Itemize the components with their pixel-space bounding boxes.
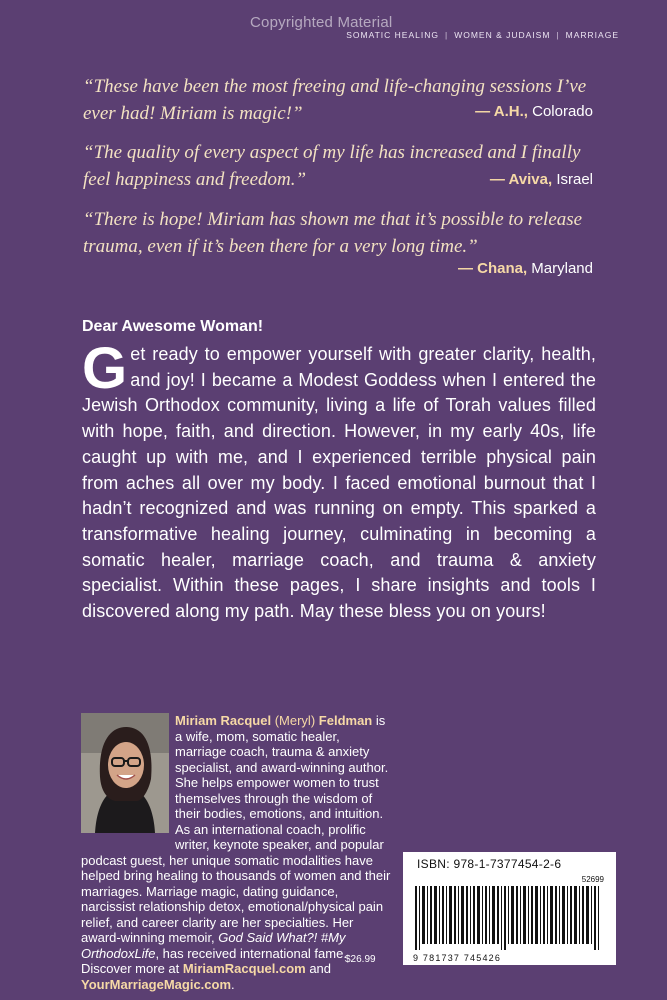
price-label: $26.99: [345, 954, 376, 965]
testimonial-quote: “There is hope! Miriam has shown me that it’s possible to release trauma, even if it’s been there for a very long time.”: [83, 209, 583, 257]
website-link-miriamracquel[interactable]: MiriamRacquel.com: [182, 961, 306, 976]
testimonial-attribution: [475, 103, 593, 120]
barcode-digits: 9 781737 745426: [413, 953, 502, 963]
bio-text-part1: is a wife, mom, somatic healer, marriage coach, trauma & anxiety specialist, and award-winning author. She helps empower women to trust themselves through the wisdom of their bodies, emotions, and intuition. As an international coach, prolific writer, keynote speaker, and popular podcast guest, her unique somatic modalities have helped bring healing to thousands of women and their marriages. Marriage magic, dating guidance, narcissist relationship detox, emotional/physical pain relief, and career clarity are her specialties. Her award-winning memoir,: [81, 713, 391, 945]
testimonial-location: Maryland: [531, 260, 593, 277]
testimonial-quote: “These have been the most freeing and life-changing sessions I’ve ever had! Miriam is magic!”: [83, 76, 587, 124]
testimonial-name: — Chana,: [457, 260, 528, 277]
topic-women-judaism: WOMEN & JUDAISM: [454, 30, 551, 40]
topic-bar: SOMATIC HEALING | WOMEN & JUDAISM | MARRIAGE: [346, 30, 619, 40]
letter-greeting: Dear Awesome Woman!: [82, 318, 264, 335]
topic-marriage: MARRIAGE: [565, 30, 619, 40]
author-name: Miriam Racquel: [175, 713, 272, 728]
watermark: Copyrighted Material: [250, 14, 393, 31]
letter-body: [82, 336, 596, 625]
testimonial-location: Colorado: [532, 103, 593, 120]
topic-somatic-healing: SOMATIC HEALING: [346, 30, 439, 40]
isbn-number: ISBN: 978-1-7377454-2-6: [417, 857, 562, 871]
barcode-box: [403, 852, 616, 965]
barcode-icon: [413, 886, 605, 950]
testimonial-name: — Aviva,: [489, 171, 553, 188]
memoir-title: God Said What?! #My OrthodoxLife: [81, 930, 346, 961]
bio-and: and: [305, 961, 332, 976]
price-code: 52699: [581, 875, 604, 884]
author-maiden-name: (Meryl): [274, 713, 316, 728]
bio-end: .: [231, 976, 235, 992]
letter-body-text: et ready to empower yourself with greater clarity, health, and joy! I became a Modest Goddess when I entered the Jewish Orthodox community, living a life of Torah values filled with hope, faith, and direction. However, in my early 40s, life caught up with me, and I experienced terrible physical pain from aches all over my body. I faced emotional burnout that I hadn’t recognized and was running on empty. This sparked a transformative healing journey, culminating in becoming a somatic healer, marriage coach, and trauma & anxiety specialist. Within these pages, I share insights and tools I discovered along my path. May these bless you on yours!: [82, 344, 596, 622]
testimonial-name: — A.H.,: [475, 103, 528, 120]
website-link-yourmarriagemagic[interactable]: YourMarriageMagic.com: [81, 976, 232, 992]
testimonial-location: Israel: [556, 171, 593, 188]
testimonial-attribution: [458, 260, 593, 277]
testimonial-quote: “The quality of every aspect of my life has increased and I finally feel happiness and freedom.”: [83, 142, 581, 190]
author-last-name: Feldman: [318, 713, 373, 728]
testimonial-attribution: [490, 171, 593, 188]
drop-cap: G: [82, 336, 128, 401]
bio-text-part2: , has received international fame. Discover more at: [81, 945, 347, 976]
